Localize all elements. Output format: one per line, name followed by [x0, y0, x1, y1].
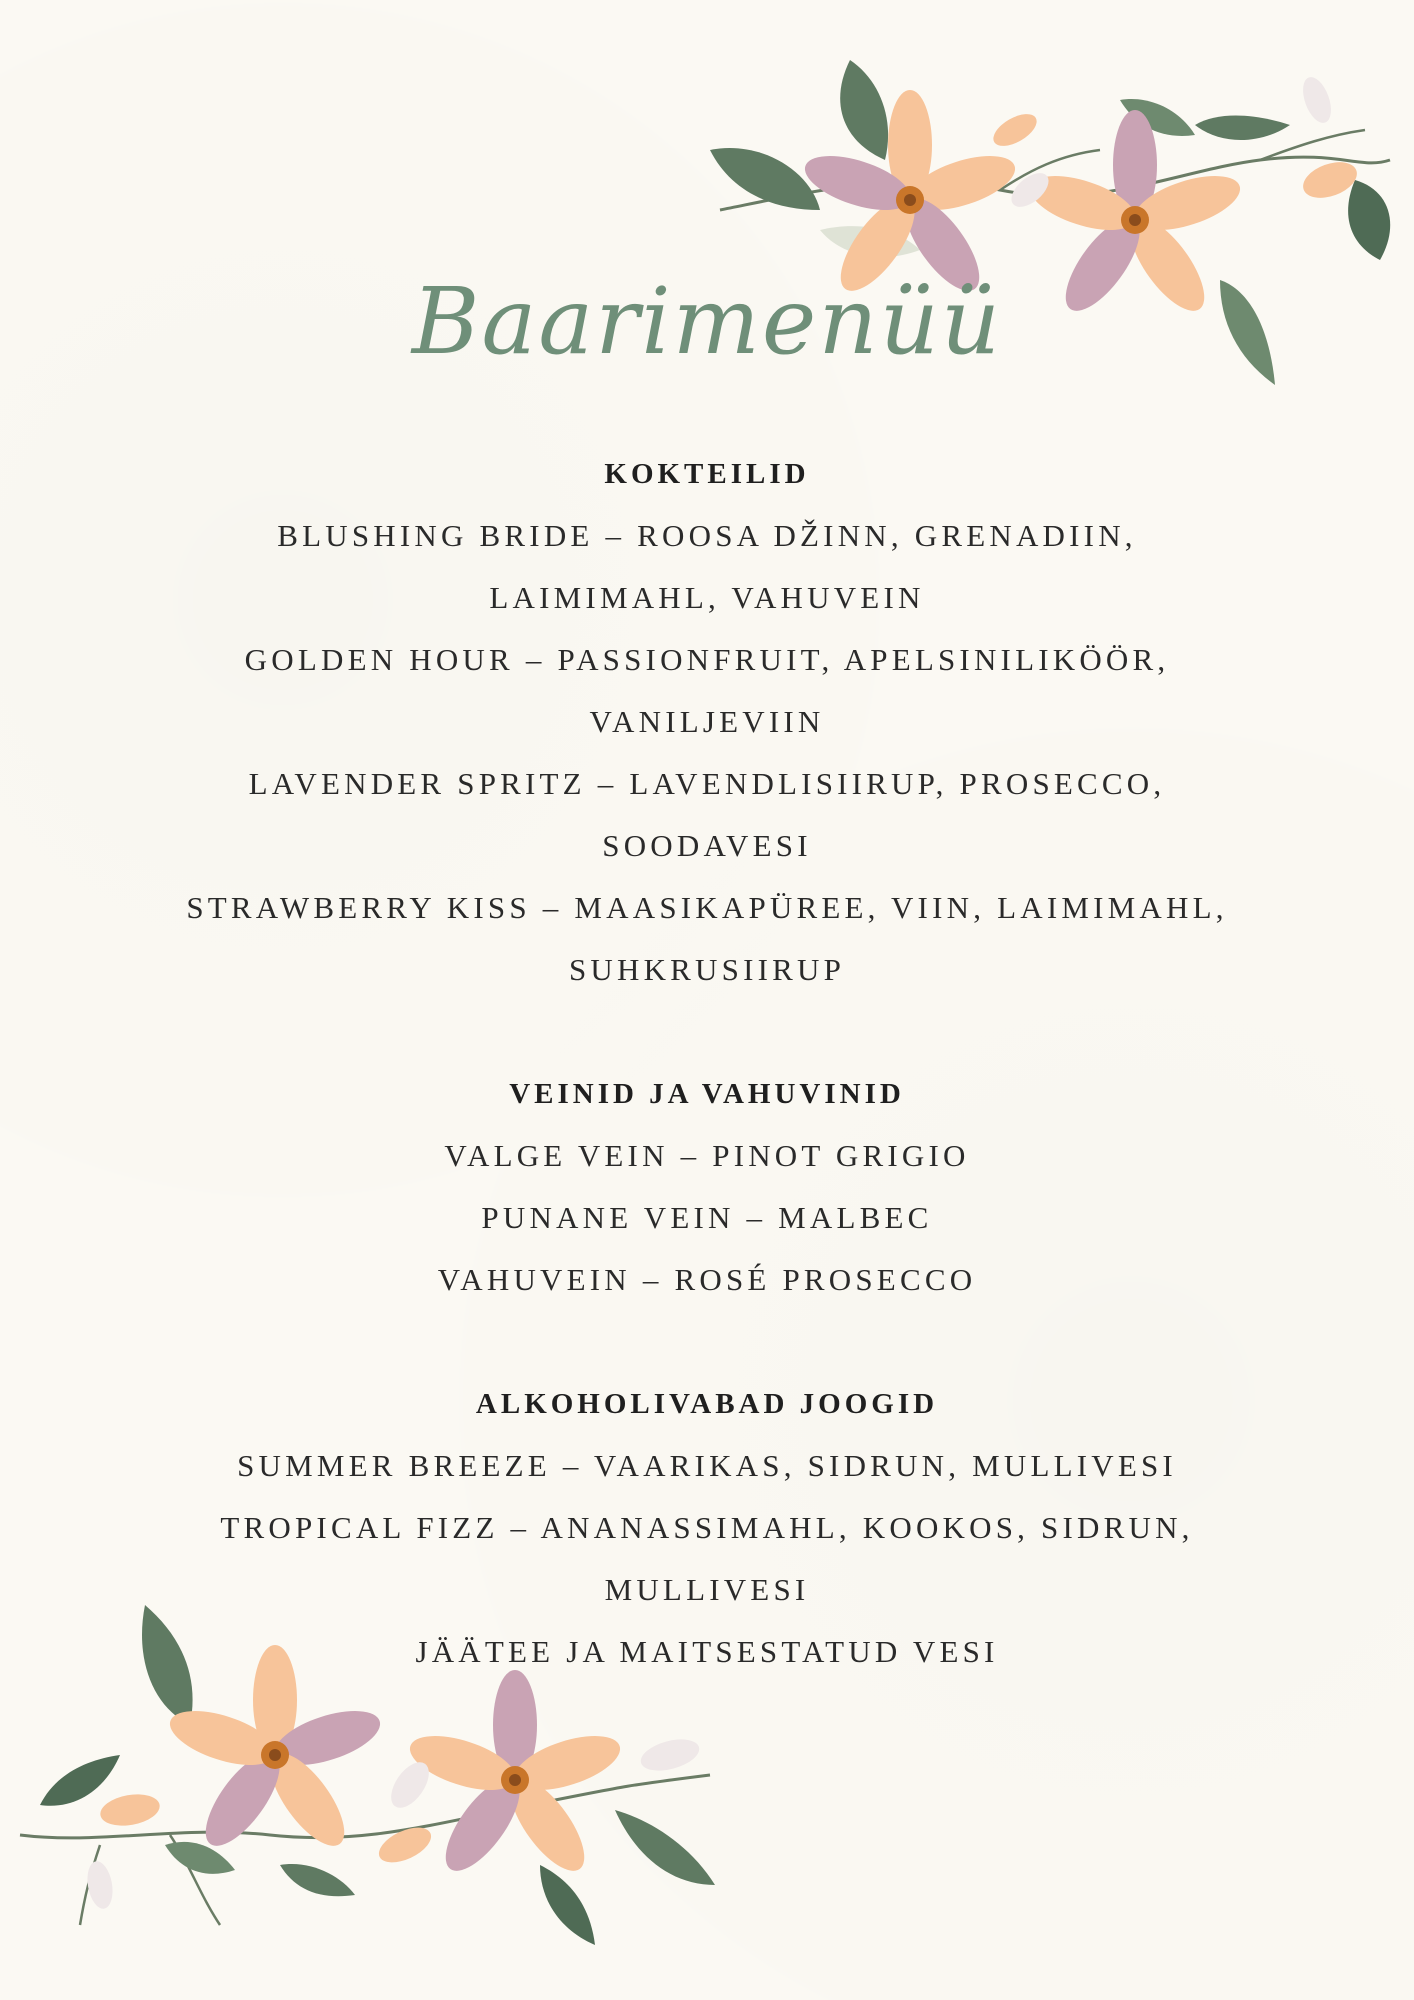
menu-section-cocktails [110, 443, 1304, 1001]
menu-line: VALGE VEIN – PINOT GRIGIO [444, 1138, 970, 1173]
menu-line: LAIMIMAHL, VAHUVEIN [489, 580, 925, 615]
menu-content [110, 443, 1304, 1683]
menu-line: SOODAVESI [602, 828, 812, 863]
menu-line: GOLDEN HOUR – PASSIONFRUIT, APELSINILIKÖÖR, [244, 642, 1170, 677]
menu-line: TROPICAL FIZZ – ANANASSIMAHL, KOOKOS, SIDRUN, [220, 1510, 1194, 1545]
menu-line: PUNANE VEIN – MALBEC [481, 1200, 933, 1235]
section-heading: KOKTEILID [604, 458, 810, 490]
flower-icon [404, 1670, 627, 1882]
menu-line: SUHKRUSIIRUP [568, 952, 846, 987]
leaf-icon [40, 1605, 715, 1945]
menu-line: STRAWBERRY KISS – MAASIKAPÜREE, VIIN, LAIMIMAHL, [186, 890, 1228, 925]
section-heading: VEINID JA VAHUVINID [509, 1078, 905, 1110]
flower-icon [164, 1645, 387, 1857]
menu-line: VAHUVEIN – ROSÉ PROSECCO [437, 1262, 977, 1297]
menu-line: MULLIVESI [604, 1572, 810, 1607]
menu-line: SUMMER BREEZE – VAARIKAS, SIDRUN, MULLIVESI [237, 1448, 1177, 1483]
menu-line: VANILJEVIIN [589, 704, 825, 739]
floral-garland-bottom [10, 1595, 730, 1955]
menu-line: BLUSHING BRIDE – ROOSA DŽINN, GRENADIIN, [277, 518, 1137, 553]
page-title: Baarimenüü [411, 268, 1003, 375]
section-heading: ALKOHOLIVABAD JOOGID [475, 1388, 939, 1420]
menu-line: LAVENDER SPRITZ – LAVENDLISIIRUP, PROSECCO, [248, 766, 1166, 801]
menu-section-wines [110, 1063, 1304, 1311]
menu-line: JÄÄTEE JA MAITSESTATUD VESI [415, 1634, 999, 1669]
